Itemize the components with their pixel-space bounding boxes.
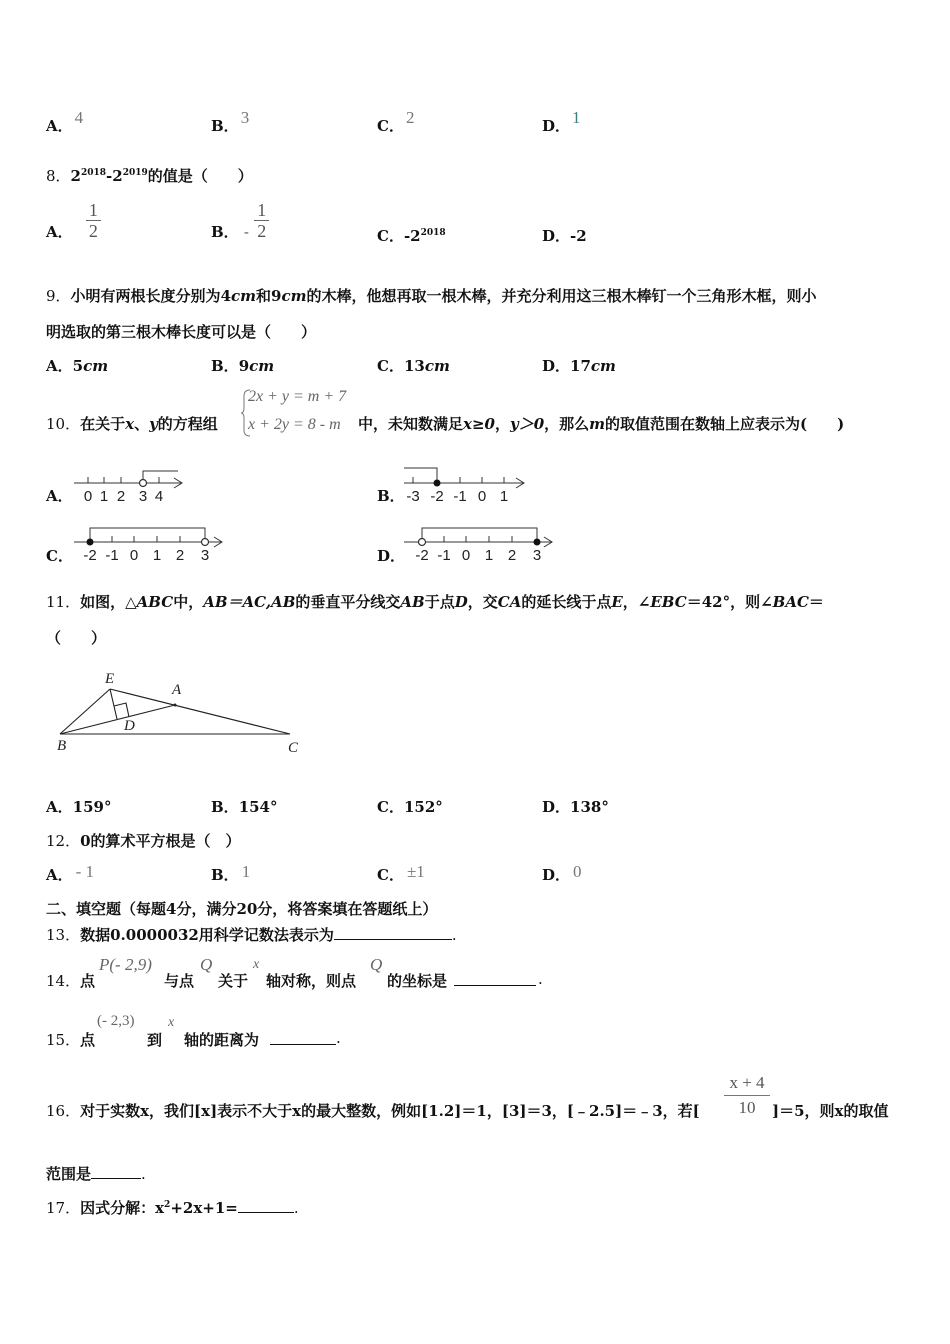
axis-c-tick-2: 0	[129, 547, 139, 564]
axis-d-tick-0: -2	[415, 547, 429, 564]
axis-b-tick-3: 0	[477, 488, 487, 505]
axis-a-tick-3: 3	[138, 488, 148, 505]
q7-option-b: B． 3	[211, 108, 250, 135]
q13-blank	[334, 927, 452, 940]
q11-option-c: C．152°	[377, 798, 443, 816]
q9-option-b: B．9cm	[211, 357, 275, 375]
q8-option-a: A． $\frac{1}{2}$	[46, 200, 101, 241]
q7-option-a: A． 4	[46, 108, 84, 135]
q9-option-a: A．5cm	[46, 357, 109, 375]
q12-option-c: C． ±1	[377, 862, 425, 884]
q8-question: 8．$2^{2018}-2^{2019}$的值是（ ）	[46, 167, 253, 185]
axis-c-tick-0: -2	[83, 547, 97, 564]
q9-option-c: C．13cm	[377, 357, 450, 375]
q8-option-c: C．$-2^{2018}$	[377, 227, 446, 245]
q14-question: 14． 点 P(- 2,9) 与点 Q 关于 x 轴对称，则点 Q 的坐标是 .	[46, 955, 543, 990]
q10-option-b-label: B．	[377, 487, 405, 505]
q7-option-c: C． 2	[377, 108, 415, 135]
axis-c-tick-1: -1	[105, 547, 119, 564]
axis-a-tick-2: 2	[116, 488, 126, 505]
q16-question-tail: ]＝5，则x的取值	[772, 1102, 889, 1120]
q10-equation-system	[240, 388, 360, 438]
axis-c-tick-4: 2	[175, 547, 185, 564]
axis-d-tick-1: -1	[437, 547, 451, 564]
q12-question: 12．0的算术平方根是（ ）	[46, 832, 241, 850]
q12-option-a: A． - 1	[46, 862, 95, 884]
q16-fraction-denominator: 10	[738, 1098, 756, 1117]
q8-option-d: D．-2	[542, 227, 587, 245]
q17-blank	[238, 1200, 294, 1213]
q11-triangle-figure	[50, 668, 310, 760]
axis-d-tick-4: 2	[507, 547, 517, 564]
point-b-label: B	[57, 738, 67, 754]
q10-eq2: x + 2y = 8 - m	[248, 416, 341, 433]
q9-question-line2: 明选取的第三根木棒长度可以是（ ）	[46, 323, 317, 341]
q10-number-line-a	[70, 462, 190, 506]
q13-question: 13．数据0.0000032用科学记数法表示为 .	[46, 926, 457, 944]
q11-question-line2: （ ）	[46, 629, 107, 647]
q7-option-d: D． 1	[542, 108, 581, 135]
section2-title: 二、填空题（每题4分，满分20分，将答案填在答题纸上）	[46, 900, 438, 918]
q16-fraction-numerator: x + 4	[724, 1073, 770, 1096]
axis-a-tick-4: 4	[154, 488, 164, 505]
axis-b-tick-0: -3	[406, 488, 420, 505]
q10-number-line-b	[400, 462, 530, 506]
q11-question-line1: 11．如图，△ABC中，AB＝AC,AB的垂直平分线交AB于点D，交CA的延长线于点E，∠EBC＝42°，则∠BAC＝	[46, 593, 824, 611]
axis-b-tick-1: -2	[430, 488, 444, 505]
q10-question: 10．在关于x、y的方程组	[46, 415, 218, 433]
axis-c-tick-3: 1	[152, 547, 162, 564]
point-d-label: D	[124, 718, 135, 734]
q16-question-line2: 范围是 .	[46, 1165, 146, 1183]
point-e-label: E	[105, 671, 115, 687]
q10-option-d-label: D．	[377, 547, 406, 565]
q10-eq1: 2x + y = m + 7	[248, 388, 347, 405]
point-a-label: A	[172, 682, 182, 698]
q9-question-line1: 9．小明有两根长度分别为4cm和9cm的木棒，他想再取一根木棒，并充分利用这三根木棒钉一个三角形木框，则小	[46, 287, 817, 305]
q8-option-b: B． - $\frac{1}{2}$	[211, 200, 269, 241]
q16-question-line1: 16．对于实数x，我们[x]表示不大于x的最大整数，例如[1.2]＝1，[3]＝3，[﹣2.5]＝﹣3，若[	[46, 1102, 700, 1120]
q16-blank	[91, 1166, 141, 1179]
q10-question-tail: 中，未知数满足x≥0，y＞0，那么m的取值范围在数轴上应表示为( )	[358, 415, 845, 433]
q15-question: 15． 点 (- 2,3) 到 x 轴的距离为 .	[46, 1013, 341, 1049]
q9-option-d: D．17cm	[542, 357, 616, 375]
q10-option-c-label: C．	[46, 547, 73, 565]
axis-d-tick-5: 3	[532, 547, 542, 564]
q12-option-d: D． 0	[542, 862, 582, 884]
q10-option-a-label: A．	[46, 487, 73, 505]
q10-number-line-c	[70, 520, 230, 566]
axis-b-tick-2: -1	[453, 488, 467, 505]
q10-number-line-d	[400, 520, 560, 566]
q17-question: 17．因式分解：$x^2+2x+1=$ .	[46, 1199, 299, 1217]
axis-b-tick-4: 1	[499, 488, 509, 505]
q15-blank	[270, 1032, 336, 1045]
axis-a-tick-0: 0	[83, 488, 93, 505]
q14-blank	[454, 973, 536, 986]
axis-a-tick-1: 1	[99, 488, 109, 505]
q16-fraction	[724, 1073, 770, 1118]
axis-c-tick-5: 3	[200, 547, 210, 564]
axis-d-tick-3: 1	[484, 547, 494, 564]
q11-option-d: D．138°	[542, 798, 609, 816]
q11-option-b: B．154°	[211, 798, 278, 816]
q12-option-b: B． 1	[211, 862, 251, 884]
q11-option-a: A．159°	[46, 798, 112, 816]
axis-d-tick-2: 0	[461, 547, 471, 564]
point-c-label: C	[288, 740, 299, 756]
